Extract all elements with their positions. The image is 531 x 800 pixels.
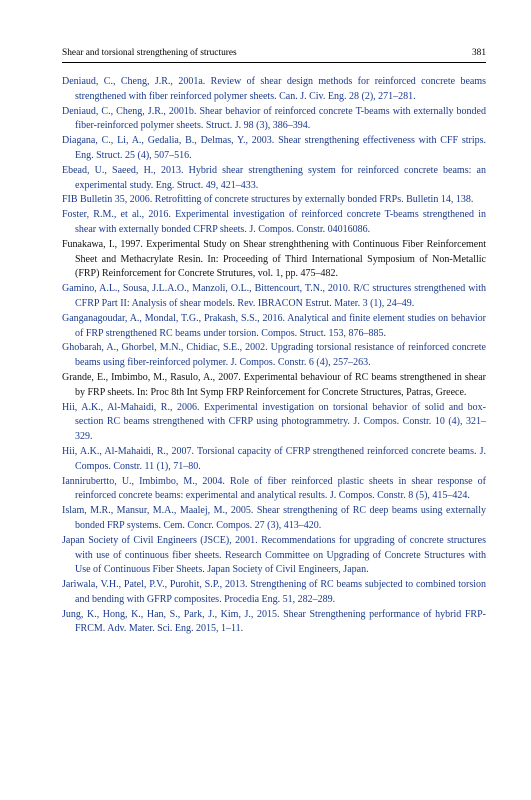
reference-item[interactable]: Deniaud, C., Cheng, J.R., 2001b. Shear behavior of reinforced concrete T-beams with externally bonded fiber-reinforced polymer sheets. Struct. J. 98 (3), 386–394. (62, 105, 486, 132)
reference-item[interactable]: Ghobarah, A., Ghorbel, M.N., Chidiac, S.E., 2002. Upgrading torsional resistance of reinforced concrete beams using fiber-reinforced polymer. J. Compos. Constr. 6 (4), 257–263. (62, 342, 486, 369)
reference-item[interactable]: Islam, M.R., Mansur, M.A., Maalej, M., 2005. Shear strengthening of RC deep beams using externally bonded FRP systems. Cem. Concr. Compos. 27 (3), 413–420. (62, 505, 486, 531)
reference-item[interactable]: Deniaud, C., Cheng, J.R., 2001a. Review of shear design methods for reinforced concrete beams strengthened with fiber reinforced polymer sheets. Can. J. Civ. Eng. 28 (2), 271–281. (62, 76, 486, 102)
running-header (62, 48, 486, 59)
reference-item[interactable]: Diagana, C., Li, A., Gedalia, B., Delmas, Y., 2003. Shear strengthening effectiveness with CFF strips. Eng. Struct. 25 (4), 507–516. (62, 135, 486, 161)
reference-item[interactable]: Japan Society of Civil Engineers (JSCE), 2001. Recommendations for upgrading of concrete structures with use of continuous fiber sheets. Research Committee on Upgrading of Concrete Structures with Use of Continuous Fiber Sheets. Japan Society of Civil Engineers, Japan. (62, 534, 486, 576)
reference-item[interactable]: Gamino, A.L., Sousa, J.L.A.O., Manzoli, O.L., Bittencourt, T.N., 2010. R/C structures strengthened with CFRP Part II: Analysis of shear models. Rev. IBRACON Estrut. Mater. 3 (1), 24–49. (62, 283, 486, 309)
reference-item[interactable]: Funakawa, I., 1997. Experimental Study on Shear strenghthening with Continuous Fiber Reinforcement Sheet and Methacrylate Resin. In: Proceeding of Third International Symposium of Non-Metallic (FRP) Reinforcement for Concrete Strutures, vol. 1, pp. 475–482. (62, 238, 486, 280)
reference-item[interactable]: Hii, A.K., Al-Mahaidi, R., 2007. Torsional capacity of CFRP strengthened reinforced concrete beams. J. Compos. Constr. 11 (1), 71–80. (62, 445, 486, 472)
running-title: Shear and torsional strengthening of structures (62, 48, 237, 58)
reference-item[interactable]: Iannirubertto, U., Imbimbo, M., 2004. Role of fiber reinforced plastic sheets in shear response of reinforced concrete beams: experimental and analytical results. J. Compos. Constr. 8 (5), 415–424. (62, 475, 486, 502)
reference-item[interactable]: Foster, R.M., et al., 2016. Experimental investigation of reinforced concrete T-beams strengthened in shear with externally bonded CFRP sheets. J. Compos. Constr. 04016086. (62, 209, 486, 235)
reference-item[interactable]: Ebead, U., Saeed, H., 2013. Hybrid shear strengthening system for reinforced concrete beams: an experimental study. Eng. Struct. 49, 421–433. (62, 164, 486, 191)
reference-item[interactable]: Grande, E., Imbimbo, M., Rasulo, A., 2007. Experimental behaviour of RC beams strengthened in shear by FRP sheets. In: Proc 8th Int Symp FRP Reinforcement for Concrete Structures, Patras, Greece. (62, 371, 486, 398)
reference-item[interactable]: Jariwala, V.H., Patel, P.V., Purohit, S.P., 2013. Strengthening of RC beams subjected to combined torsion and bending with GFRP composites. Procedia Eng. 51, 282–289. (62, 579, 486, 605)
reference-list (62, 75, 486, 637)
page-number: 381 (471, 48, 486, 58)
header-rule (62, 62, 486, 63)
reference-item[interactable]: Hii, A.K., Al-Mahaidi, R., 2006. Experimental investigation on torsional behavior of solid and box-section RC beams strengthened with CFRP using photogrammetry. J. Compos. Constr. 10 (4), 321–329. (62, 401, 486, 443)
reference-item[interactable]: Jung, K., Hong, K., Han, S., Park, J., Kim, J., 2015. Shear Strengthening performance of hybrid FRP-FRCM. Adv. Mater. Sci. Eng. 2015, 1–11. (62, 608, 486, 635)
reference-item[interactable]: Ganganagoudar, A., Mondal, T.G., Prakash, S.S., 2016. Analytical and finite element studies on behavior of FRP strengthened RC beams under torsion. Compos. Struct. 153, 876–885. (62, 312, 486, 339)
reference-item[interactable]: FIB Bulletin 35, 2006. Retrofitting of concrete structures by externally bonded FRPs. Bulletin 14, 138. (62, 194, 474, 206)
